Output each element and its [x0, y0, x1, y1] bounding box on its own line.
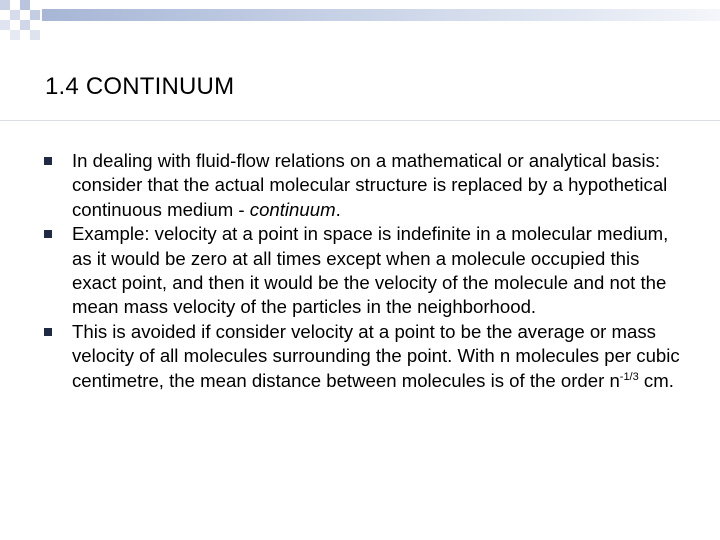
decorative-checker-pattern [0, 0, 60, 42]
checker-square [20, 0, 30, 10]
bullet-list [44, 149, 684, 393]
bullet-item [44, 149, 684, 222]
bullet-end: cm. [638, 369, 674, 391]
bullet-item [44, 320, 684, 393]
square-bullet-icon [44, 157, 52, 165]
bullet-text: Example: velocity at a point in space is indefinite in a molecular medium, as it would be zero at all times except when a molecule occupied this exact point, and then it would be the velocity of the molecule and not the mean mass velocity of the particles in the neighborhood. [72, 223, 669, 318]
checker-square [0, 0, 10, 10]
square-bullet-icon [44, 328, 52, 336]
bullet-item [44, 222, 684, 320]
checker-square [10, 10, 20, 20]
checker-square [0, 20, 10, 30]
checker-square [20, 20, 30, 30]
bullet-superscript: -1/3 [619, 370, 639, 383]
checker-square [30, 10, 40, 20]
bullet-emphasis: continuum [249, 198, 336, 220]
bullet-text: In dealing with fluid-flow relations on a mathematical or analytical basis: consider that the actual molecular structure is replaced by a hypothetical continuous medium - [72, 150, 668, 220]
slide-title: 1.4 CONTINUUM [45, 73, 235, 100]
square-bullet-icon [44, 230, 52, 238]
bullet-text: This is avoided if consider velocity at a point to be the average or mass velocity of all molecules surrounding the point. With n molecules per cubic centimetre, the mean distance between molecules is of the order n [72, 320, 680, 391]
checker-square [10, 30, 20, 40]
checker-square [30, 30, 40, 40]
header-gradient-bar [42, 9, 720, 21]
bullet-end: . [335, 198, 341, 220]
title-divider [0, 120, 720, 121]
